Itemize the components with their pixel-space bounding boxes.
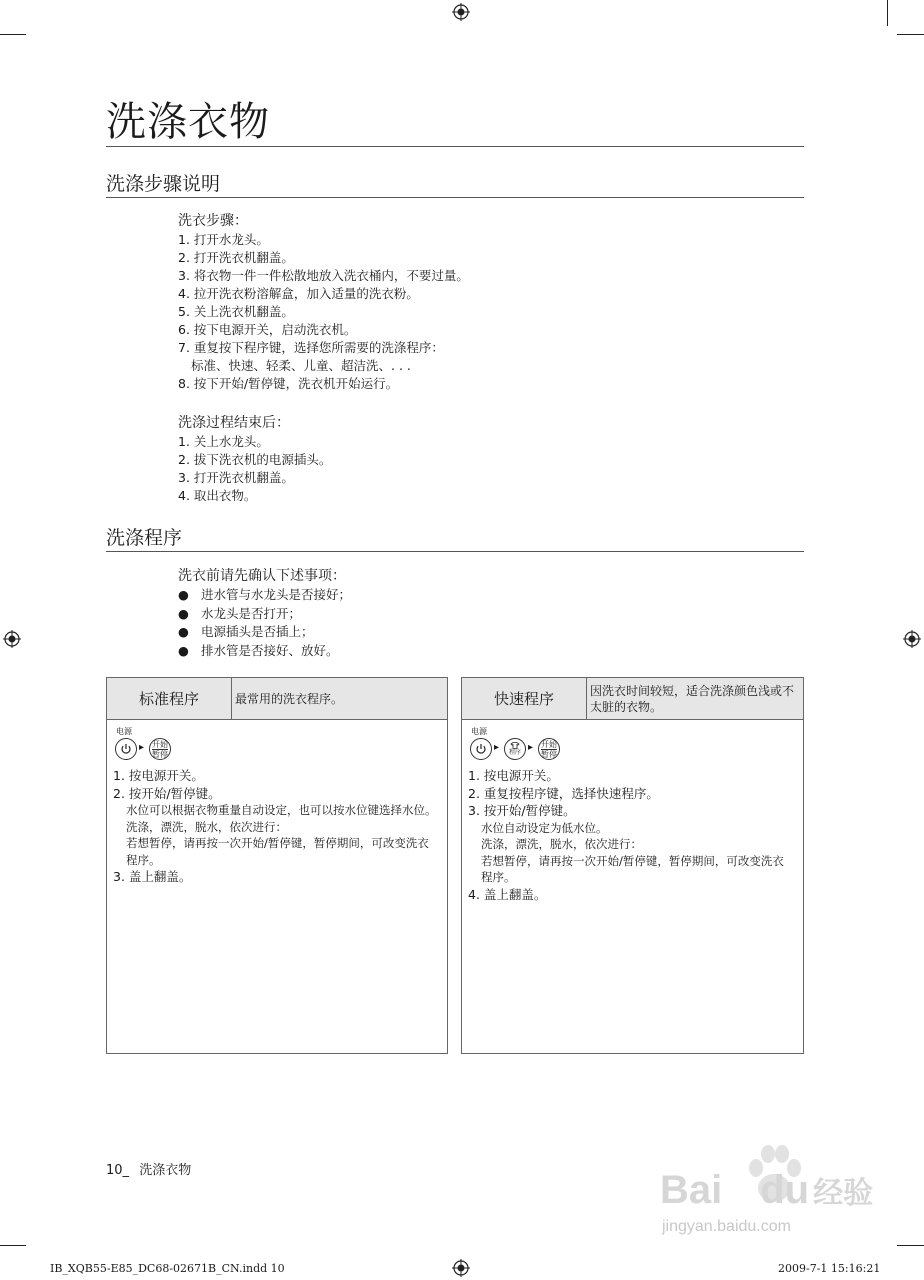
program-label: 程序 xyxy=(508,749,521,756)
start-pause-button-icon xyxy=(149,738,171,760)
crop-mark xyxy=(0,34,26,35)
start-pause-button-icon xyxy=(538,738,560,760)
wash-step: 2. 打开洗衣机翻盖。 xyxy=(178,250,294,265)
divider xyxy=(106,146,804,147)
button-sequence xyxy=(467,726,607,770)
program-step-note: 洗涤，漂洗，脱水，依次进行： xyxy=(481,837,642,851)
program-step: 1. 按电源开关。 xyxy=(468,768,559,783)
list-item xyxy=(178,642,351,661)
program-step-note: 水位可以根据衣物重量自动设定，也可以按水位键选择水位。 xyxy=(126,803,437,817)
program-button-icon xyxy=(504,738,526,760)
after-wash-title: 洗涤过程结束后： xyxy=(178,415,290,431)
divider xyxy=(106,551,804,552)
wash-step: 7. 重复按下程序键，选择您所需要的洗涤程序： xyxy=(178,340,444,355)
program-name: 标准程序 xyxy=(107,678,232,719)
arrow-right-icon: ▸ xyxy=(139,742,145,753)
arrow-right-icon: ▸ xyxy=(528,742,534,753)
wash-step: 8. 按下开始/暂停键，洗衣机开始运行。 xyxy=(178,376,399,391)
check-item: 水龙头是否打开； xyxy=(201,605,302,621)
program-step: 4. 盖上翻盖。 xyxy=(468,886,547,902)
start-label: 开始 xyxy=(541,739,557,749)
program-step: 2. 重复按程序键，选择快速程序。 xyxy=(468,785,659,801)
registration-mark-icon xyxy=(452,3,470,21)
program-step: 1. 按电源开关。 xyxy=(113,768,204,783)
wash-step: 3. 将衣物一件一件松散地放入洗衣桶内，不要过量。 xyxy=(178,268,469,283)
crop-mark xyxy=(897,34,924,35)
shirt-icon xyxy=(510,742,520,749)
page-title: 洗涤衣物 xyxy=(106,99,270,145)
bullet-icon: ● xyxy=(178,642,189,658)
wash-steps-title: 洗衣步骤： xyxy=(178,213,248,229)
button-sequence xyxy=(112,726,232,770)
power-button-icon xyxy=(115,738,137,760)
section-heading-wash-steps: 洗涤步骤说明 xyxy=(106,173,221,195)
list-item xyxy=(178,586,351,605)
baidu-watermark xyxy=(660,1138,890,1248)
footer-page-label: 洗涤衣物 xyxy=(139,1163,192,1178)
registration-mark-icon xyxy=(3,630,21,648)
program-card-header xyxy=(107,678,447,720)
crop-mark xyxy=(887,0,888,26)
after-step: 2. 拔下洗衣机的电源插头。 xyxy=(178,452,332,467)
program-description: 最常用的洗衣程序。 xyxy=(235,691,344,706)
program-steps xyxy=(113,767,439,886)
watermark-brand: Bai xyxy=(660,1168,723,1212)
wash-step: 6. 按下电源开关，启动洗衣机。 xyxy=(178,322,357,337)
wash-step: 5. 关上洗衣机翻盖。 xyxy=(178,304,294,319)
program-card-standard xyxy=(106,677,448,1054)
after-step: 3. 打开洗衣机翻盖。 xyxy=(178,470,294,485)
program-card-quick xyxy=(461,677,804,1054)
divider xyxy=(106,197,804,198)
check-item: 排水管是否接好、放好。 xyxy=(201,642,339,658)
page-number: 10_ xyxy=(106,1163,130,1178)
program-step-note: 若想暂停，请再按一次开始/暂停键，暂停期间，可改变洗衣程序。 xyxy=(126,836,429,867)
program-step: 2. 按开始/暂停键。 xyxy=(113,785,221,801)
list-item xyxy=(178,605,351,624)
list-item xyxy=(178,623,351,642)
pause-label: 暂停 xyxy=(541,749,557,759)
after-wash-block xyxy=(178,413,331,505)
program-name: 快速程序 xyxy=(462,678,587,719)
bullet-icon: ● xyxy=(178,605,189,621)
program-step-note: 水位自动设定为低水位。 xyxy=(481,820,608,835)
crop-mark xyxy=(897,1245,924,1246)
program-steps xyxy=(468,767,795,903)
watermark-brand-cn: 经验 xyxy=(813,1177,874,1210)
wash-step-options: 标准、快速、轻柔、儿童、超洁洗、. . . xyxy=(191,358,411,373)
registration-mark-icon xyxy=(452,1259,470,1277)
crop-mark xyxy=(0,1245,26,1246)
power-button-icon xyxy=(470,738,492,760)
program-step-note: 洗涤，漂洗，脱水，依次进行： xyxy=(126,819,287,834)
program-card-header xyxy=(462,678,803,720)
wash-step: 1. 打开水龙头。 xyxy=(178,232,269,247)
power-label: 电源 xyxy=(116,727,132,736)
page-footer xyxy=(106,1159,191,1178)
pause-label: 暂停 xyxy=(152,749,168,759)
check-item: 电源插头是否插上； xyxy=(201,624,314,639)
precheck-title: 洗衣前请先确认下述事项： xyxy=(178,568,346,584)
wash-step: 4. 拉开洗衣粉溶解盒，加入适量的洗衣粉。 xyxy=(178,286,419,301)
check-item: 进水管与水龙头是否接好； xyxy=(201,587,352,602)
section-heading-wash-programs: 洗涤程序 xyxy=(106,527,183,549)
program-description: 因洗衣时间较短，适合洗涤颜色浅或不太脏的衣物。 xyxy=(590,683,795,714)
program-step: 3. 盖上翻盖。 xyxy=(113,869,192,884)
print-date-time: 2009-7-1 15:16:21 xyxy=(778,1262,881,1275)
bullet-icon: ● xyxy=(178,624,189,639)
precheck-block xyxy=(178,566,351,660)
print-file-name: IB_XQB55-E85_DC68-02671B_CN.indd 10 xyxy=(50,1262,285,1275)
bullet-icon: ● xyxy=(178,587,189,602)
arrow-right-icon: ▸ xyxy=(494,742,500,753)
program-step-note: 若想暂停，请再按一次开始/暂停键，暂停期间，可改变洗衣程序。 xyxy=(481,853,784,884)
program-step: 3. 按开始/暂停键。 xyxy=(468,803,576,818)
watermark-url: jingyan.baidu.com xyxy=(662,1218,791,1235)
start-label: 开始 xyxy=(152,739,168,749)
watermark-brand-tail: du xyxy=(760,1168,810,1212)
power-label: 电源 xyxy=(471,727,487,736)
registration-mark-icon xyxy=(903,630,921,648)
after-step: 1. 关上水龙头。 xyxy=(178,434,269,449)
wash-steps-block xyxy=(178,211,469,393)
after-step: 4. 取出衣物。 xyxy=(178,488,257,503)
